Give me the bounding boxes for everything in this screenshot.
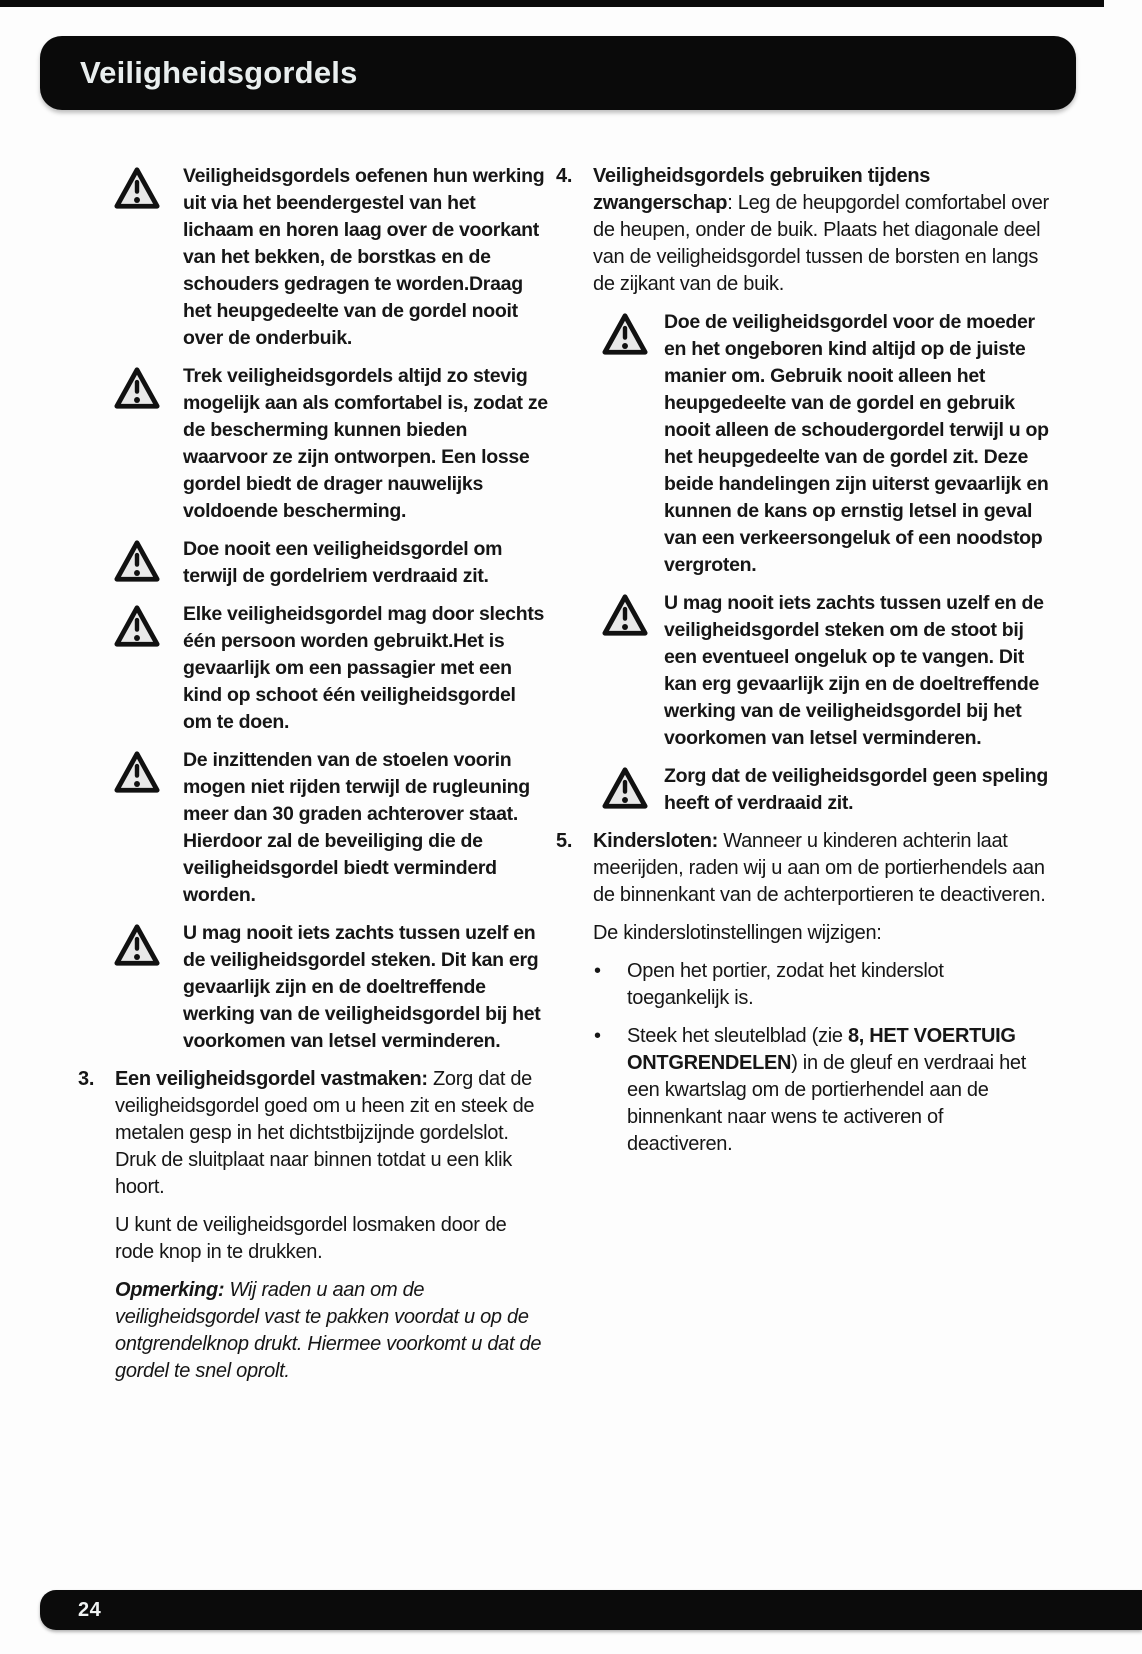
warning-text: Trek veiligheidsgordels altijd zo stevig mogelijk aan als comfortabel is, zodat ze de bescherming kunnen bieden waarvoor ze zijn ontworpen. Een losse gordel biedt de drager nauwelijks voldoende bescherming.	[183, 365, 548, 522]
numbered-item-4	[556, 163, 1050, 298]
bullet-item	[594, 958, 1050, 1012]
list-item-heading: Veiligheidsgordels gebruiken tijdens zwangerschap	[593, 165, 931, 214]
list-item-text	[593, 163, 1050, 298]
bullet-icon: •	[594, 960, 601, 982]
bullet-icon: •	[594, 1025, 601, 1047]
bullet-text-pre: Steek het sleutelblad (zie	[627, 1025, 848, 1047]
note-paragraph	[115, 1277, 548, 1385]
list-number: 4.	[556, 165, 573, 187]
list-item-body: Zorg dat de veiligheidsgordel goed om u heen zit en steek de metalen gesp in het dichtstbijzijnde gordelslot. Druk de sluitplaat naar binnen totdat u een klik hoort.	[115, 1068, 535, 1198]
warning-triangle-icon	[600, 592, 650, 643]
list-item-text	[115, 1066, 548, 1201]
warning-block	[78, 601, 548, 736]
numbered-item-3	[78, 1066, 548, 1201]
header-bar	[40, 36, 1076, 110]
warning-block	[556, 763, 1050, 817]
page-edge-strip	[0, 0, 1104, 7]
list-item-body: : Leg de heupgordel comfortabel over de heupen, onder de buik. Plaats het diagonale deel van de veiligheidsgordel tussen de borsten en langs de zijkant van de buik.	[593, 192, 1049, 295]
warning-text: Doe nooit een veiligheidsgordel om terwijl de gordelriem verdraaid zit.	[183, 538, 503, 587]
warning-block	[78, 163, 548, 352]
note-label: Opmerking:	[115, 1279, 225, 1301]
body-paragraph: De kinderslotinstellingen wijzigen:	[593, 922, 882, 944]
warning-text: Elke veiligheidsgordel mag door slechts één persoon worden gebruikt.Het is gevaarlijk om een passagier met een kind op schoot één veiligheidsgordel om te doen.	[183, 603, 545, 733]
page-title: Veiligheidsgordels	[80, 55, 358, 90]
list-number: 3.	[78, 1068, 95, 1090]
warning-triangle-icon	[112, 165, 162, 216]
list-number: 5.	[556, 830, 573, 852]
left-column	[78, 163, 548, 1396]
warning-text: U mag nooit iets zachts tussen uzelf en de veiligheidsgordel steken om de stoot bij een eventueel ongeluk op te vangen. Dit kan erg gevaarlijk zijn en de doeltreffende werking van de veiligheidsgordel bij het voorkomen van letsel verminderen.	[664, 592, 1044, 749]
footer-bar	[40, 1590, 1142, 1630]
list-item-text	[593, 828, 1050, 909]
warning-block	[556, 590, 1050, 752]
bullet-text-bold: 8, HET VOERTUIG ONTGRENDELEN	[627, 1025, 1016, 1074]
warning-triangle-icon	[112, 538, 162, 589]
footer-page-number: 24	[78, 1598, 102, 1621]
right-column	[556, 163, 1050, 1169]
warning-triangle-icon	[112, 603, 162, 654]
bullet-text	[627, 958, 1050, 1012]
warning-triangle-icon	[112, 922, 162, 973]
warning-triangle-icon	[112, 749, 162, 800]
list-item-body: Wanneer u kinderen achterin laat meerijden, raden wij u aan om de portierhendels aan de binnenkant van de achterportieren te deactiveren.	[593, 830, 1046, 906]
warning-triangle-icon	[112, 365, 162, 416]
warning-text: De inzittenden van de stoelen voorin mogen niet rijden terwijl de rugleuning meer dan 30 graden achterover staat. Hierdoor zal de beveiliging die de veiligheidsgordel biedt verminderd worden.	[183, 749, 530, 906]
warning-text: Zorg dat de veiligheidsgordel geen speling heeft of verdraaid zit.	[664, 765, 1048, 814]
numbered-item-5	[556, 828, 1050, 909]
bullet-text-post: ) in de gleuf en verdraai het een kwartslag om de portierhendel aan de binnenkant naar wens te activeren of deactiveren.	[627, 1052, 1026, 1155]
body-paragraph: U kunt de veiligheidsgordel losmaken door de rode knop in te drukken.	[115, 1214, 507, 1263]
warning-block	[78, 747, 548, 909]
warning-text: U mag nooit iets zachts tussen uzelf en de veiligheidsgordel steken. Dit kan erg gevaarlijk zijn en de doeltreffende werking van de veiligheidsgordel bij het voorkomen van letsel verminderen.	[183, 922, 541, 1052]
warning-text: Veiligheidsgordels oefenen hun werking uit via het beendergestel van het lichaam en horen laag over de voorkant van het bekken, de borstkas en de schouders gedragen te worden.Draag het heupgedeelte van de gordel nooit over de onderbuik.	[183, 165, 545, 349]
bullet-item	[594, 1023, 1050, 1158]
warning-block	[78, 920, 548, 1055]
list-item-heading: Een veiligheidsgordel vastmaken:	[115, 1068, 428, 1090]
warning-block	[78, 536, 548, 590]
warning-triangle-icon	[600, 311, 650, 362]
bullet-text	[627, 1023, 1050, 1158]
warning-triangle-icon	[600, 765, 650, 816]
warning-block	[78, 363, 548, 525]
warning-text: Doe de veiligheidsgordel voor de moeder en het ongeboren kind altijd op de juiste manier om. Gebruik nooit alleen het heupgedeelte van de gordel en gebruik nooit alleen de schoudergordel terwijl u op het heupgedeelte van de gordel zit. Deze beide handelingen zijn uiterst gevaarlijk en kunnen de kans op ernstig letsel in geval van een verkeersongeluk of een noodstop vergroten.	[664, 311, 1049, 576]
warning-block	[556, 309, 1050, 579]
note-body: Wij raden u aan om de veiligheidsgordel vast te pakken voordat u op de ontgrendelknop drukt. Hiermee voorkomt u dat de gordel te snel oprolt.	[115, 1279, 542, 1382]
list-item-heading: Kindersloten:	[593, 830, 718, 852]
bullet-text-pre: Open het portier, zodat het kinderslot toegankelijk is.	[627, 960, 944, 1009]
